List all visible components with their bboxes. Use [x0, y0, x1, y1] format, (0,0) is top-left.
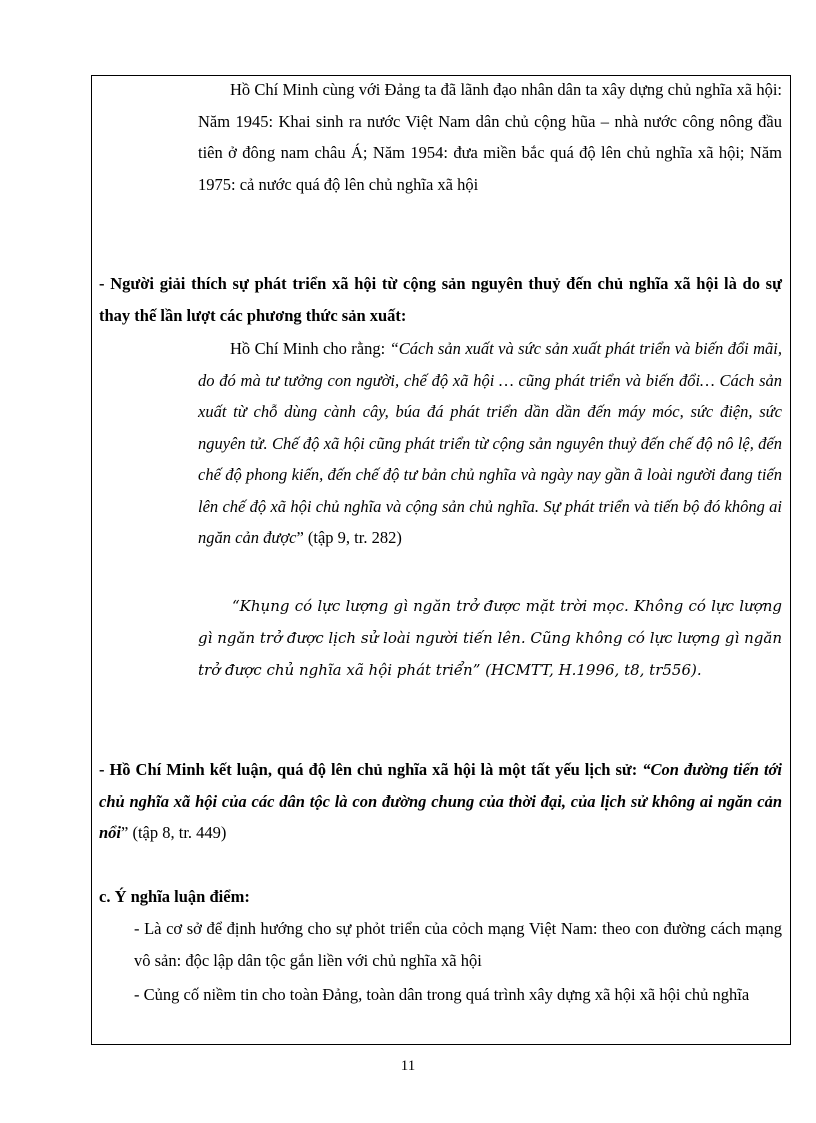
page-number: 11 [400, 1058, 416, 1074]
quote-citation: ” (tập 9, tr. 282) [296, 528, 402, 547]
section2-quote-paragraph [198, 333, 782, 554]
section3-quote: “Con đường tiến tới chủ nghĩa xã hội của các dân tộc là con đường chung của thời đại, của lịch sử không ai ngăn cản nổi [99, 760, 782, 842]
quote-text: “Cách sản xuất và sức sản xuất phát triển và biến đổi mãi, do đó mà tư tưởng con người, chế độ xã hội … cũng phát triển và biến đổi… Cách sản xuất từ chỗ dùng cành cây, búa đá phát triển dần dần đến máy móc, sức điện, sức nguyên tử. Chế độ xã hội cũng phát triển từ cộng sản nguyên thuỷ đến chế độ nô lệ, đến chế độ phong kiến, đến chế độ tư bản chủ nghĩa và ngày nay gần ã loài người đang tiến lên chế độ xã hội chủ nghĩa và cộng sản chủ nghĩa. Sự phát triển và tiến bộ đó không ai ngăn cản được [198, 339, 782, 547]
quote-intro: Hồ Chí Minh cho rằng: [230, 339, 390, 358]
section4-heading: c. Ý nghĩa luận điểm: [99, 887, 250, 906]
section3-citation: ” (tập 8, tr. 449) [121, 823, 227, 842]
section4-item1: - Là cơ sở để định hướng cho sự phỏt triển của cỏch mạng Việt Nam: theo con đường cách mạng vô sản: độc lập dân tộc gắn liền với chủ nghĩa xã hội [134, 919, 782, 970]
section2-quote2: “Khụng có lực lượng gì ngăn trở được mặt trời mọc. Không có lực lượng gì ngăn trở được lịch sử loài người tiến lên. Cũng không có lực lượng gì ngăn trở được chủ nghĩa xã hội phát triển” (HCMTT, H.1996, t8, tr556). [198, 597, 782, 679]
section4-item2: - Củng cố niềm tin cho toàn Đảng, toàn dân trong quá trình xây dựng xã hội xã hội chủ nghĩa [134, 985, 750, 1004]
section3-paragraph [99, 754, 782, 849]
section3-heading: - Hồ Chí Minh kết luận, quá độ lên chủ nghĩa xã hội là một tất yếu lịch sử: [99, 760, 643, 779]
section2-heading: - Người giải thích sự phát triển xã hội từ cộng sản nguyên thuỷ đến chủ nghĩa xã hội là do sự thay thế lần lượt các phương thức sản xuất: [99, 274, 782, 325]
section1-paragraph: Hồ Chí Minh cùng với Đảng ta đã lãnh đạo nhân dân ta xây dựng chủ nghĩa xã hội: Năm 1945: Khai sinh ra nước Việt Nam dân chủ cộng hũa – nhà nước công nông đầu tiên ở đông nam châu Á; Năm 1954: đưa miền bắc quá độ lên chủ nghĩa xã hội; Năm 1975: cả nước quá độ lên chủ nghĩa xã hội [198, 80, 782, 194]
